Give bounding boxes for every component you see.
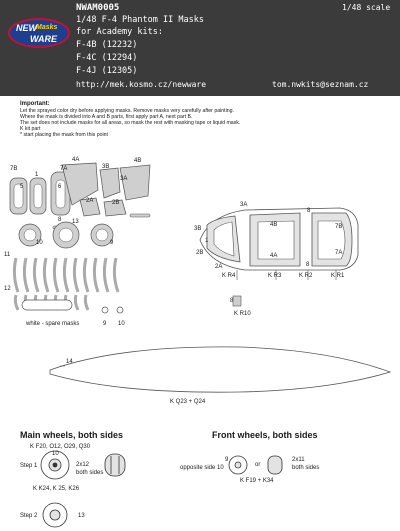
lbl-9: 9: [110, 240, 114, 246]
lbl-11: 11: [4, 252, 11, 258]
lbl-13: 13: [72, 219, 79, 225]
note-line-4: K kit part: [20, 126, 41, 132]
front-lbl-or: or: [255, 462, 261, 468]
canopy-lbl-8b: 8: [306, 262, 310, 268]
canopy-lbl-7b: 7B: [335, 224, 343, 230]
tank-outline: [50, 347, 390, 392]
lbl-10: 10: [36, 240, 43, 246]
canopy-lbl-4a: 4A: [270, 253, 278, 259]
logo-ware: WARE: [30, 34, 57, 44]
main-wheels-title: Main wheels, both sides: [20, 430, 124, 440]
front-lbl-both-sides: both sides: [292, 465, 320, 471]
kit-r3: K R3: [268, 273, 282, 279]
email-link[interactable]: tom.nwkits@seznam.cz: [272, 80, 369, 89]
lbl-2a: 2A: [86, 198, 94, 204]
mask-3b: [100, 168, 120, 198]
canopy-lbl-8: 8: [307, 208, 311, 214]
tank-kit-parts: K Q23 + Q24: [170, 399, 206, 405]
note-line-3: The set does not include masks for all areas, so mask the rest with masking tape or liquid mask.: [20, 120, 241, 126]
lbl-8: 8: [58, 217, 62, 223]
sheet-canopy-masks: [10, 163, 150, 216]
logo-masks: Masks: [36, 24, 58, 31]
mask-4b: [120, 165, 150, 200]
main-wheels-kit-parts-2: K K24, K 25, K26: [33, 486, 80, 492]
main-wheels-kit-parts: K F20, O12, O29, Q30: [30, 444, 91, 450]
main-lbl-10: 10: [52, 451, 59, 457]
product-title: 1/48 F-4 Phantom II Masks: [76, 15, 204, 25]
lbl-1: 1: [35, 172, 39, 178]
important-heading: Important:: [20, 101, 50, 107]
kit-r4: K R4: [222, 273, 236, 279]
kit-r10: K R10: [234, 311, 251, 317]
canopy-lbl-7a: 7A: [335, 250, 343, 256]
lbl-7b: 7B: [10, 166, 18, 172]
lbl-2b: 2B: [112, 200, 120, 206]
lbl-4a: 4A: [72, 157, 80, 163]
canopy-lbl-3a: 3A: [240, 202, 248, 208]
main-lbl-13: 13: [78, 513, 85, 519]
kit-f4c: F-4C (12294): [76, 53, 138, 63]
note-line-2: Where the mask is divided into A and B parts, first apply part A, next part B.: [20, 114, 193, 120]
kit-r1: K R1: [331, 273, 345, 279]
canopy-lbl-2b: 2B: [196, 250, 204, 256]
front-lbl-9: 9: [225, 457, 229, 463]
front-wheels-title: Front wheels, both sides: [212, 430, 318, 440]
scale-label: 1/48 scale: [342, 3, 391, 12]
lbl-3a: 3A: [120, 176, 128, 182]
front-lbl-2x11: 2x11: [292, 457, 305, 463]
spare-masks: [22, 300, 123, 313]
front-wheels-kit-parts: K F19 + K34: [240, 478, 274, 484]
canopy-lbl-3b: 3B: [194, 226, 202, 232]
tank-lbl-14: 14: [66, 359, 73, 365]
main-lbl-2x12: 2x12: [76, 462, 90, 468]
kit-r2: K R2: [299, 273, 313, 279]
lbl-12: 12: [4, 286, 11, 292]
product-subtitle: for Academy kits:: [76, 27, 163, 37]
main-wheel-step2: [43, 503, 67, 527]
kit-f4j: F-4J (12305): [76, 66, 138, 76]
lbl-9b: 9: [103, 321, 107, 327]
logo-new: NEW: [16, 23, 37, 33]
mask-kr10: [233, 296, 241, 306]
canopy-lbl-1: 1: [205, 238, 209, 244]
lbl-4b: 4B: [134, 158, 142, 164]
lbl-7a: 7A: [60, 166, 68, 172]
main-lbl-both-sides: both sides: [76, 470, 104, 476]
website-link[interactable]: http://mek.kosmo.cz/newware: [76, 80, 207, 89]
lbl-6: 6: [58, 184, 62, 190]
product-code: NWAM0005: [76, 3, 120, 13]
main-step1: Step 1: [20, 463, 38, 469]
lbl-3b: 3B: [102, 164, 110, 170]
note-line-5: * start placing the mask from this point: [20, 132, 108, 138]
canopy-lbl-8c: 8: [230, 298, 234, 304]
front-lbl-opposite: opposite side 10: [180, 465, 224, 471]
canopy-lbl-2a: 2A: [215, 264, 223, 270]
note-line-1: Let the sprayed color dry before applying masks. Remove masks very carefully after painting.: [20, 108, 234, 114]
lbl-spare: white - spare masks: [26, 321, 80, 327]
main-step2: Step 2: [20, 513, 38, 519]
lbl-10b: 10: [118, 321, 125, 327]
lbl-5: 5: [20, 184, 24, 190]
kit-f4b: F-4B (12232): [76, 40, 138, 50]
canopy-lbl-4b: 4B: [270, 222, 278, 228]
